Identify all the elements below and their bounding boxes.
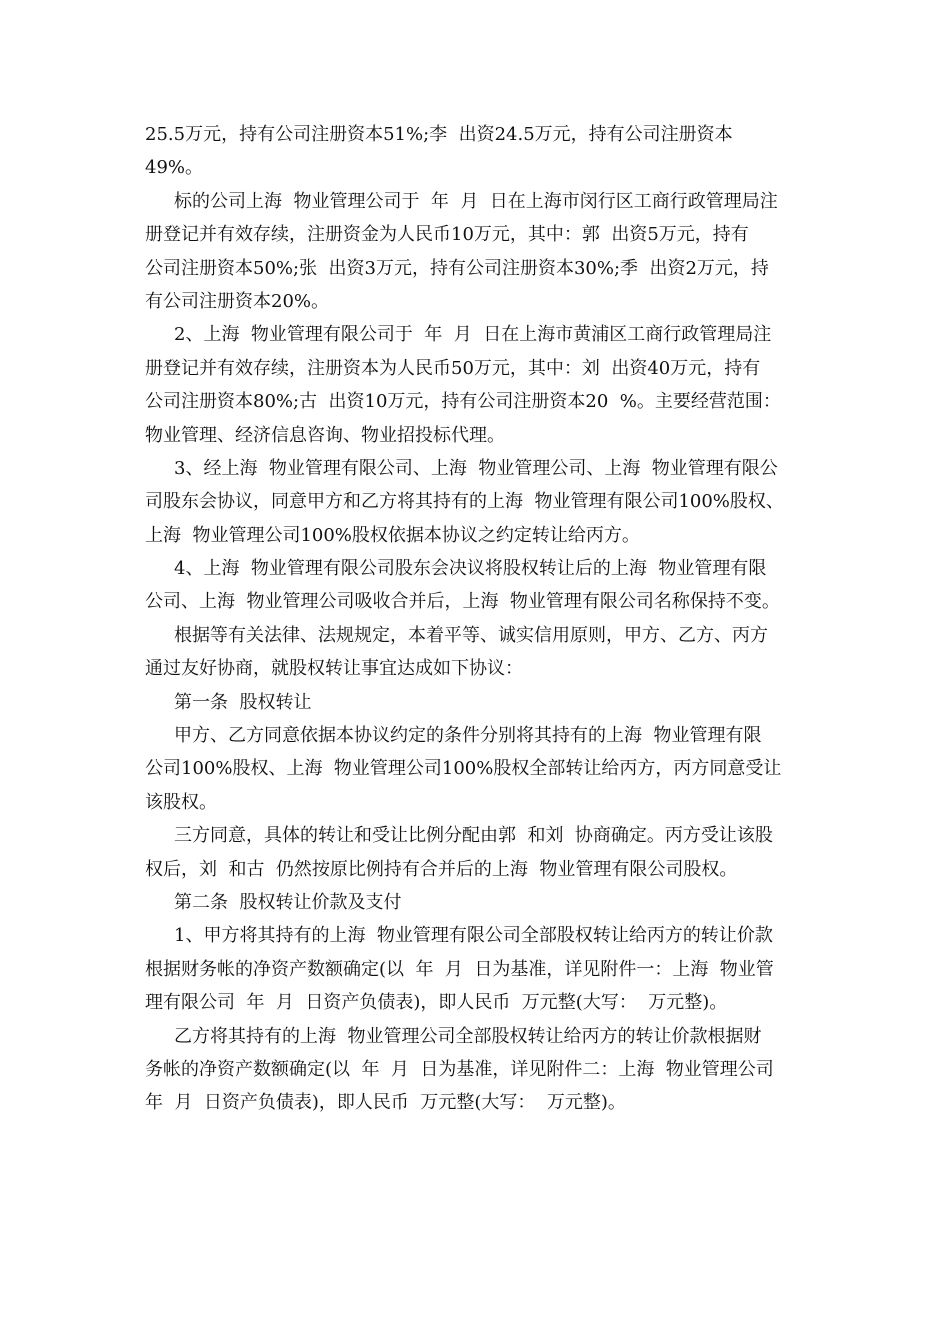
text-line: 册登记并有效存续，注册资金为人民币10万元，其中：郭 出资5万元，持有 — [145, 224, 749, 246]
text-line: 第一条 股权转让 — [174, 691, 312, 713]
text-line: 根据等有关法律、法规规定，本着平等、诚实信用原则，甲方、乙方、丙方 — [174, 624, 768, 646]
text-line: 公司注册资本50%;张 出资3万元，持有公司注册资本30%;季 出资2万元，持 — [145, 257, 769, 279]
text-line: 甲方、乙方同意依据本协议约定的条件分别将其持有的上海 物业管理有限 — [174, 725, 762, 747]
text-line: 册登记并有效存续，注册资本为人民币50万元，其中：刘 出资40万元，持有 — [145, 357, 761, 379]
text-line: 物业管理、经济信息咨询、物业招投标代理。 — [145, 424, 505, 446]
text-line: 25.5万元，持有公司注册资本51%;李 出资24.5万元，持有公司注册资本 — [145, 124, 733, 145]
text-line: 司股东会协议，同意甲方和乙方将其持有的上海 物业管理有限公司100%股权、 — [145, 491, 784, 513]
text-line: 理有限公司 年 月 日资产负债表)，即人民币 万元整(大写： 万元整)。 — [145, 992, 728, 1014]
text-line: 年 月 日资产负债表)，即人民币 万元整(大写： 万元整)。 — [145, 1092, 626, 1114]
text-line: 有公司注册资本20%。 — [145, 290, 330, 312]
text-line: 权后，刘 和古 仍然按原比例持有合并后的上海 物业管理有限公司股权。 — [145, 858, 738, 880]
text-line: 该股权。 — [145, 791, 217, 813]
text-line: 公司100%股权、上海 物业管理公司100%股权全部转让给丙方，丙方同意受让 — [145, 758, 782, 780]
text-line: 49%。 — [145, 157, 204, 179]
text-line: 上海 物业管理公司100%股权依据本协议之约定转让给丙方。 — [145, 524, 640, 546]
text-line: 根据财务帐的净资产数额确定(以 年 月 日为基准，详见附件一：上海 物业管 — [145, 958, 774, 980]
document-body — [145, 118, 810, 1120]
text-line: 公司注册资本80%;古 出资10万元，持有公司注册资本20 %。主要经营范围： — [145, 391, 781, 413]
text-line: 标的公司上海 物业管理公司于 年 月 日在上海市闵行区工商行政管理局注 — [174, 190, 778, 212]
text-line: 乙方将其持有的上海 物业管理公司全部股权转让给丙方的转让价款根据财 — [174, 1025, 762, 1047]
text-line: 通过友好协商，就股权转让事宜达成如下协议： — [145, 658, 523, 680]
text-line: 3、经上海 物业管理有限公司、上海 物业管理公司、上海 物业管理有限公 — [174, 457, 778, 479]
text-line: 三方同意，具体的转让和受让比例分配由郭 和刘 协商确定。丙方受让该股 — [174, 825, 773, 847]
text-line: 第二条 股权转让价款及支付 — [174, 891, 402, 913]
text-line: 公司、上海 物业管理公司吸收合并后，上海 物业管理有限公司名称保持不变。 — [145, 591, 780, 613]
text-line: 2、上海 物业管理有限公司于 年 月 日在上海市黄浦区工商行政管理局注 — [174, 324, 772, 346]
text-line: 务帐的净资产数额确定(以 年 月 日为基准，详见附件二：上海 物业管理公司 — [145, 1058, 774, 1080]
text-line: 1、甲方将其持有的上海 物业管理有限公司全部股权转让给丙方的转让价款 — [174, 925, 773, 947]
text-line: 4、上海 物业管理有限公司股东会决议将股权转让后的上海 物业管理有限 — [174, 558, 767, 580]
